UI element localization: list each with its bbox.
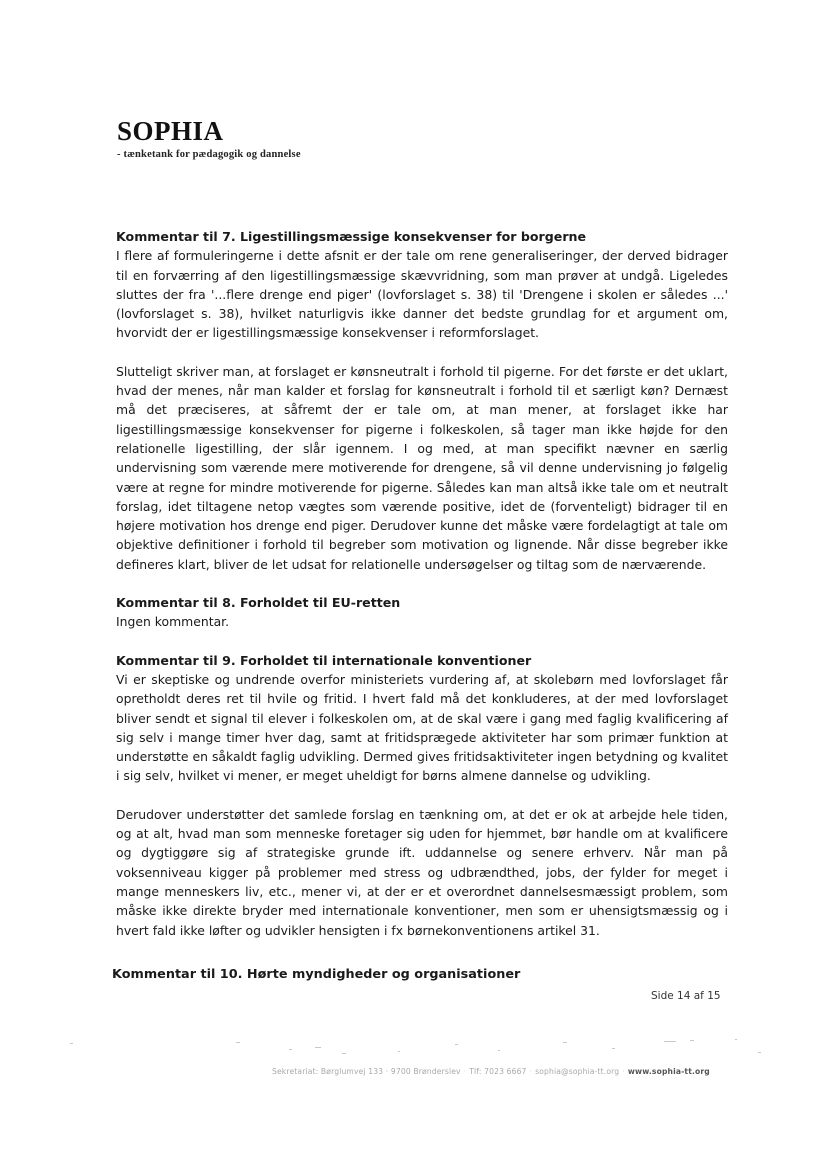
section-ligestilling [116, 227, 728, 574]
paragraph: Vi er skeptiske og undrende overfor ministeriets vurdering af, at skolebørn med lovforslaget får opretholdt deres ret til hvile og fritid. I hvert fald må det konkluderes, at der med lovforslaget bliver sendt et signal til elever i folkeskolen om, at de skal være i gang med faglig kvalificering af sig selv i mange timer hver dag, samt at fritidsprægede aktiviteter har som primær funktion at understøtte en såkaldt faglig udvikling. Dermed gives fritidsaktiviteter ingen betydning og kvalitet i sig selv, hvilket vi mener, er meget uheldigt for børns almene dannelse og udvikling. [116, 671, 728, 784]
paragraph: Derudover understøtter det samlede forslag en tænkning om, at det er ok at arbejde hele tiden, og at alt, hvad man som menneske foretager sig uden for hjemmet, bør handle om at kvalificere og dygtiggøre sig af strategiske grunde ift. uddannelse og senere erhverv. Når man på voksenniveau kigger på problemer med stress og udbrændthed, jobs, der fylder for meget i mange menneskers liv, etc., mener vi, at der er et overordnet dannelsesmæssigt problem, som måske ikke direkte bryder med internationale konventioner, men som er uhensigtsmæssig og i hvert fald ikke løfter og udvikler hensigten i fx børnekonventionens artikel 31. [116, 806, 728, 938]
logo-tagline: - tænketank for pædagogik og dannelse [117, 149, 301, 160]
scan-noise [0, 1030, 826, 1060]
document-body [116, 227, 728, 940]
footer-phone: Tlf: 7023 6667 [469, 1067, 527, 1076]
paragraph: I flere af formuleringerne i dette afsnit er der tale om rene generaliseringer, der derved bidrager til en forværring af den ligestillingsmæssige skævvridning, som man prøver at undgå. Ligeledes sluttes der fra '...flere drenge end piger' (lovforslaget s. 38) til 'Drengene i skolen er således ...' (lovforslaget s. 38), hvilket naturligvis ikke danner det bedste grundlag for et argument om, hvorvidt der er ligestillingsmæssige konsekvenser i reformforslaget. [116, 248, 728, 341]
footer: Sekretariat: Børglumvej 133 · 9700 Brønderslev · Tlf: 7023 6667 · sophia@sophia-tt.org · www.sophia-tt.org [272, 1067, 710, 1076]
page-number: Side 14 af 15 [651, 990, 721, 1002]
section-heading: Kommentar til 7. Ligestillingsmæssige konsekvenser for borgerne [116, 229, 587, 244]
section-heading: Kommentar til 8. Forholdet til EU-retten [116, 595, 401, 611]
section-heading-hoerte-myndigheder: Kommentar til 10. Hørte myndigheder og organisationer [112, 967, 521, 982]
section-internationale-konventioner [116, 651, 728, 940]
footer-email[interactable]: sophia@sophia-tt.org [535, 1067, 620, 1076]
sophia-logo [117, 116, 301, 160]
paragraph: Ingen kommentar. [116, 614, 230, 630]
footer-website[interactable]: www.sophia-tt.org [627, 1067, 710, 1076]
logo-title: SOPHIA [117, 116, 224, 146]
section-heading: Kommentar til 9. Forholdet til internationale konventioner [116, 652, 532, 668]
paragraph: Slutteligt skriver man, at forslaget er kønsneutralt i forhold til pigerne. For det første er det uklart, hvad der menes, når man kalder et forslag for kønsneutralt i forhold til et særligt køn? Dernæst må det præciseres, at såfremt der er tale om, at man mener, at forslaget ikke har ligestillingsmæssige konsekvenser for pigerne i folkeskolen, så tager man ikke højde for den relationelle ligestilling, der slår igennem. I og med, at man specifikt nævner en særlig undervisning som værende mere motiverende for drengene, så vil denne undervisning jo følgelig være at regne for mindre motiverende for pigerne. Således kan man altså ikke tale om et neutralt forslag, idet tiltagene netop vægtes som værende positive, idet de (forventeligt) bidrager til en højere motivation hos drenge end piger. Derudover kunne det måske være fordelagtigt at tale om objektive definitioner i forhold til begreber som motivation og lignende. Når disse begreber ikke defineres klart, bliver de let udsat for relationelle undersøgelser og tiltag som de nærværende. [116, 363, 728, 572]
section-eu-retten [116, 593, 728, 632]
footer-address: Sekretariat: Børglumvej 133 · 9700 Brønderslev [272, 1067, 461, 1076]
